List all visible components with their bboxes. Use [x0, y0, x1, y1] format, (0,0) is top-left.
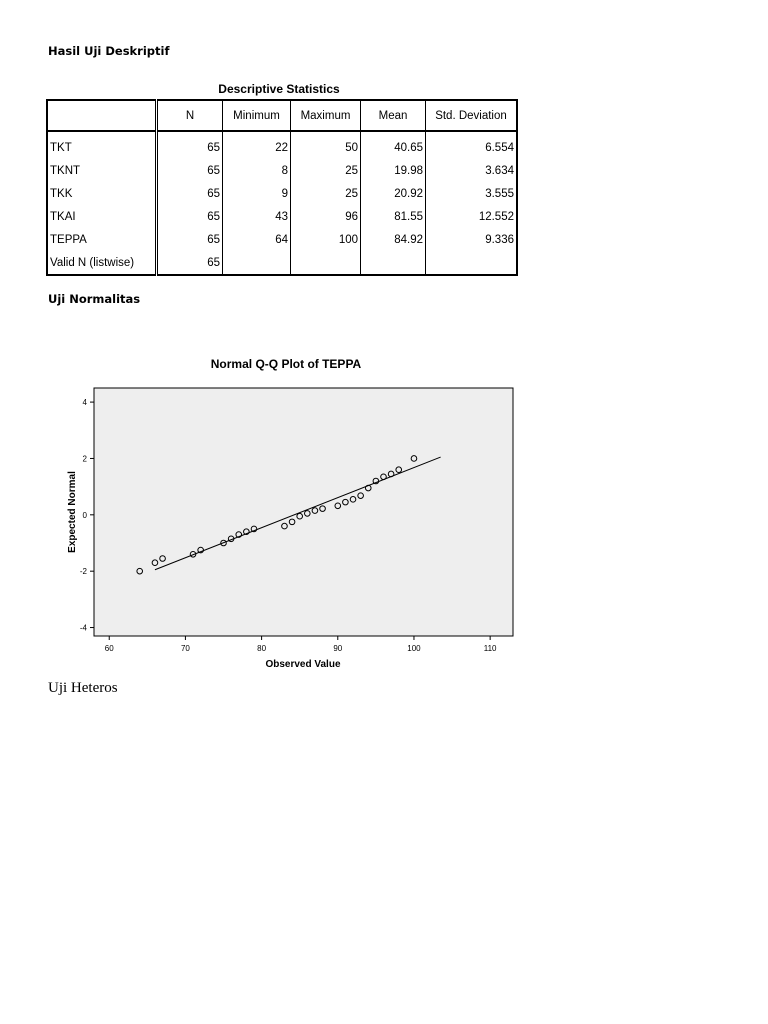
cell-minimum: 64	[223, 228, 291, 251]
descriptive-statistics-table	[46, 99, 518, 276]
x-tick-label: 90	[333, 644, 343, 653]
header-cell-n: N	[157, 100, 223, 131]
table-header-row	[47, 100, 517, 131]
cell-maximum: 50	[291, 131, 361, 159]
x-tick-label: 100	[407, 644, 421, 653]
table-row	[47, 131, 517, 159]
cell-std-deviation: 12.552	[426, 205, 518, 228]
cell-mean: 40.65	[361, 131, 426, 159]
cell-maximum: 96	[291, 205, 361, 228]
row-label: TEPPA	[47, 228, 157, 251]
chart-title: Normal Q-Q Plot of TEPPA	[210, 357, 362, 371]
x-tick-label: 60	[104, 644, 114, 653]
y-tick-label: 2	[82, 454, 87, 464]
x-tick-label: 110	[483, 644, 497, 653]
cell-std-deviation	[426, 251, 518, 275]
cell-n: 65	[157, 131, 223, 159]
header-cell-maximum: Maximum	[291, 100, 361, 131]
table-row	[47, 251, 517, 275]
heading-heteros: Uji Heteros	[48, 680, 118, 696]
cell-maximum: 25	[291, 159, 361, 182]
header-cell-std-deviation: Std. Deviation	[426, 100, 518, 131]
cell-n: 65	[157, 228, 223, 251]
y-axis-label: Expected Normal	[67, 471, 78, 553]
cell-n: 65	[157, 182, 223, 205]
cell-maximum: 25	[291, 182, 361, 205]
heading-normality: Uji Normalitas	[48, 292, 141, 306]
x-axis	[105, 636, 497, 653]
cell-minimum: 22	[223, 131, 291, 159]
cell-mean	[361, 251, 426, 275]
header-cell-label	[47, 100, 157, 131]
row-label: TKT	[47, 131, 157, 159]
x-tick-label: 70	[180, 644, 190, 653]
header-cell-minimum: Minimum	[223, 100, 291, 131]
cell-n: 65	[157, 251, 223, 275]
plot-area	[94, 388, 513, 636]
cell-minimum	[223, 251, 291, 275]
table-row	[47, 159, 517, 182]
cell-std-deviation: 6.554	[426, 131, 518, 159]
row-label: TKAI	[47, 205, 157, 228]
table-row	[47, 228, 517, 251]
normal-qq-plot	[60, 350, 530, 675]
cell-maximum: 100	[291, 228, 361, 251]
y-tick-label: -4	[79, 623, 87, 633]
cell-mean: 81.55	[361, 205, 426, 228]
y-tick-label: 0	[82, 510, 87, 520]
cell-mean: 20.92	[361, 182, 426, 205]
x-axis-label: Observed Value	[265, 659, 341, 670]
cell-std-deviation: 3.634	[426, 159, 518, 182]
y-tick-label: 4	[82, 398, 87, 408]
cell-minimum: 43	[223, 205, 291, 228]
row-label: TKK	[47, 182, 157, 205]
cell-std-deviation: 3.555	[426, 182, 518, 205]
row-label: Valid N (listwise)	[47, 251, 157, 275]
cell-minimum: 8	[223, 159, 291, 182]
row-label: TKNT	[47, 159, 157, 182]
table-row	[47, 182, 517, 205]
cell-n: 65	[157, 159, 223, 182]
x-tick-label: 80	[257, 644, 267, 653]
cell-mean: 19.98	[361, 159, 426, 182]
cell-maximum	[291, 251, 361, 275]
heading-descriptive: Hasil Uji Deskriptif	[48, 44, 170, 58]
cell-std-deviation: 9.336	[426, 228, 518, 251]
table-row	[47, 205, 517, 228]
y-axis	[80, 398, 94, 632]
cell-minimum: 9	[223, 182, 291, 205]
y-tick-label: -2	[79, 567, 87, 577]
cell-n: 65	[157, 205, 223, 228]
cell-mean: 84.92	[361, 228, 426, 251]
header-cell-mean: Mean	[361, 100, 426, 131]
table-title: Descriptive Statistics	[218, 82, 340, 96]
